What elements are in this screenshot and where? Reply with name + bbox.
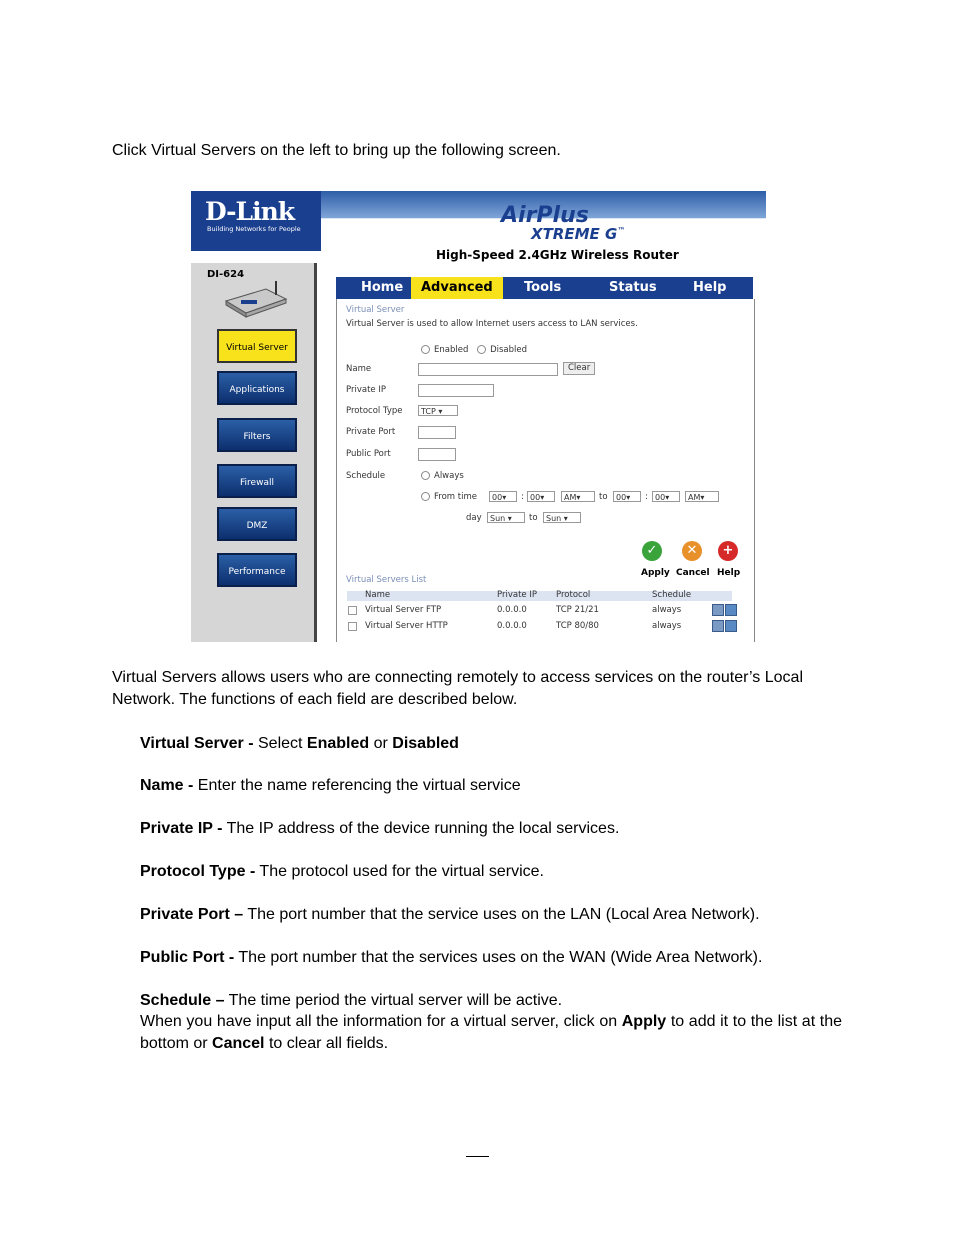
cancel-icon[interactable]: ✕ xyxy=(682,541,702,561)
name-field[interactable] xyxy=(418,363,558,376)
field-schedule xyxy=(140,990,562,1012)
router-icon xyxy=(221,281,291,319)
day-label: day xyxy=(466,513,482,523)
dlink-logo xyxy=(191,191,321,251)
time-colon: : xyxy=(521,492,524,502)
brand-xtreme-text: XTREME G xyxy=(531,225,618,243)
field-term: Private Port – xyxy=(140,906,244,923)
tab-advanced[interactable]: Advanced xyxy=(411,277,503,299)
field-term: Protocol Type - xyxy=(140,863,256,880)
time-from-hour[interactable]: 00▾ xyxy=(489,491,517,502)
sidebar-item-firewall[interactable]: Firewall xyxy=(217,464,297,498)
day-to-value: Sun xyxy=(546,514,562,523)
row-name: Virtual Server FTP xyxy=(365,605,442,615)
description-paragraph: Virtual Servers allows users who are connecting remotely to access services on the router’s Local Network. The functions of each field are described below. xyxy=(112,669,803,708)
apply-label[interactable]: Apply xyxy=(641,568,670,578)
time-from-minute[interactable]: 00▾ xyxy=(527,491,555,502)
tab-tools[interactable]: Tools xyxy=(524,280,562,295)
field-desc: Select xyxy=(253,735,307,752)
row-schedule: always xyxy=(652,621,682,631)
page-number-line xyxy=(466,1156,489,1157)
field-term: Private IP - xyxy=(140,820,223,837)
field-protocol-type xyxy=(140,861,544,883)
help-icon[interactable]: + xyxy=(718,541,738,561)
private-port-label: Private Port xyxy=(346,427,396,437)
enabled-label: Enabled xyxy=(434,345,469,355)
time-label: time xyxy=(457,492,477,502)
row-schedule: always xyxy=(652,605,682,615)
private-port-field[interactable] xyxy=(418,426,456,439)
protocol-value: TCP xyxy=(421,407,436,416)
time-to-hour[interactable]: 00▾ xyxy=(613,491,641,502)
day-to-select[interactable]: Sun ▾ xyxy=(543,512,581,523)
logo-tagline: Building Networks for People xyxy=(207,225,301,233)
help-label[interactable]: Help xyxy=(717,568,741,578)
schedule-from-row xyxy=(421,492,477,502)
field-term: Name - xyxy=(140,777,194,794)
sidebar-item-filters[interactable]: Filters xyxy=(217,418,297,452)
field-private-ip xyxy=(140,818,619,840)
field-desc: Enter the name referencing the virtual service xyxy=(193,777,521,794)
final-cancel: Cancel xyxy=(212,1035,265,1052)
final-instructions xyxy=(140,1011,842,1055)
field-private-port xyxy=(140,904,760,926)
tab-help[interactable]: Help xyxy=(693,280,727,295)
tab-bar xyxy=(336,277,753,299)
brand-tm: ™ xyxy=(617,226,626,235)
sidebar-item-virtual-server[interactable]: Virtual Server xyxy=(217,329,297,363)
time-to-hour-value: 00 xyxy=(616,493,627,502)
day-to-label: to xyxy=(529,513,538,523)
schedule-always xyxy=(421,471,464,481)
field-disabled: Disabled xyxy=(392,735,459,752)
field-desc: The protocol used for the virtual service. xyxy=(255,863,544,880)
time-from-ampm[interactable]: AM▾ xyxy=(561,491,595,502)
time-to-ampm-value: AM xyxy=(688,493,701,502)
edit-icon[interactable] xyxy=(712,604,724,616)
row-private-ip: 0.0.0.0 xyxy=(497,621,527,631)
final-apply: Apply xyxy=(621,1013,667,1030)
schedule-label: Schedule xyxy=(346,471,386,481)
field-desc: The port number that the services uses on the WAN (Wide Area Network). xyxy=(234,949,763,966)
section-description: Virtual Server is used to allow Internet users access to LAN services. xyxy=(346,319,638,329)
product-tagline: High-Speed 2.4GHz Wireless Router xyxy=(436,248,679,262)
row-checkbox[interactable] xyxy=(348,606,357,615)
sidebar-divider xyxy=(314,263,317,642)
always-label: Always xyxy=(434,471,464,481)
list-header-schedule: Schedule xyxy=(652,590,692,600)
list-header-protocol: Protocol xyxy=(556,590,591,600)
intro-text: Click Virtual Servers on the left to bring up the following screen. xyxy=(112,142,561,159)
from-radio[interactable] xyxy=(421,492,430,501)
content-panel xyxy=(336,299,755,642)
sidebar xyxy=(191,263,314,642)
row-checkbox[interactable] xyxy=(348,622,357,631)
delete-icon[interactable] xyxy=(725,620,737,632)
always-radio[interactable] xyxy=(421,471,430,480)
row-name: Virtual Server HTTP xyxy=(365,621,448,631)
field-virtual-server xyxy=(140,733,459,755)
time-from-ampm-value: AM xyxy=(564,493,577,502)
public-port-field[interactable] xyxy=(418,448,456,461)
section-title: Virtual Server xyxy=(346,305,405,315)
time-to-minute-value: 00 xyxy=(655,493,666,502)
protocol-type-label: Protocol Type xyxy=(346,406,403,416)
day-from-value: Sun xyxy=(490,514,506,523)
final-mid: to add it to the list at the bottom or xyxy=(140,1013,843,1052)
brand-xtreme xyxy=(531,225,625,243)
row-protocol: TCP 80/80 xyxy=(556,621,599,631)
tab-home[interactable]: Home xyxy=(361,280,404,295)
model-label: DI-624 xyxy=(207,269,245,280)
disabled-label: Disabled xyxy=(490,345,527,355)
private-ip-field[interactable] xyxy=(418,384,494,397)
field-enabled: Enabled xyxy=(306,735,370,752)
enable-radio-group xyxy=(421,345,527,355)
delete-icon[interactable] xyxy=(725,604,737,616)
row-protocol: TCP 21/21 xyxy=(556,605,599,615)
time-from-hour-value: 00 xyxy=(492,493,503,502)
router-screenshot xyxy=(191,191,766,642)
field-or: or xyxy=(369,735,393,752)
to-label: to xyxy=(599,492,608,502)
name-label: Name xyxy=(346,364,372,374)
field-public-port xyxy=(140,947,762,969)
field-desc: The port number that the service uses on the LAN (Local Area Network). xyxy=(243,906,760,923)
time-to-colon: : xyxy=(645,492,648,502)
field-term: Schedule – xyxy=(140,992,225,1009)
chevron-down-icon: ▾ xyxy=(438,407,443,416)
row-private-ip: 0.0.0.0 xyxy=(497,605,527,615)
time-to-minute[interactable]: 00▾ xyxy=(652,491,680,502)
brand-airplus: AirPlus xyxy=(501,203,589,228)
protocol-select[interactable] xyxy=(418,405,458,416)
banner xyxy=(191,191,766,263)
time-to-ampm[interactable]: AM▾ xyxy=(685,491,719,502)
from-label: From xyxy=(434,492,456,502)
apply-icon[interactable]: ✓ xyxy=(642,541,662,561)
logo-text: D-Link xyxy=(205,197,295,226)
field-desc: The IP address of the device running the local services. xyxy=(222,820,620,837)
list-header-name: Name xyxy=(365,590,391,600)
field-desc: The time period the virtual server will be active. xyxy=(224,992,563,1009)
cancel-label[interactable]: Cancel xyxy=(676,568,710,578)
edit-icon[interactable] xyxy=(712,620,724,632)
field-term: Public Port - xyxy=(140,949,235,966)
final-pre: When you have input all the information for a virtual server, click on xyxy=(140,1013,622,1030)
list-title: Virtual Servers List xyxy=(346,575,427,585)
public-port-label: Public Port xyxy=(346,449,391,459)
disabled-radio[interactable] xyxy=(477,345,486,354)
sidebar-item-dmz[interactable]: DMZ xyxy=(217,507,297,541)
clear-button[interactable]: Clear xyxy=(563,362,595,375)
private-ip-label: Private IP xyxy=(346,385,386,395)
field-name xyxy=(140,775,521,797)
list-header-private-ip: Private IP xyxy=(497,590,537,600)
sidebar-item-performance[interactable]: Performance xyxy=(217,553,297,587)
final-post: to clear all fields. xyxy=(264,1035,389,1052)
enabled-radio[interactable] xyxy=(421,345,430,354)
day-from-select[interactable]: Sun ▾ xyxy=(487,512,525,523)
time-from-minute-value: 00 xyxy=(530,493,541,502)
field-term: Virtual Server - xyxy=(140,735,254,752)
tab-status[interactable]: Status xyxy=(609,280,657,295)
sidebar-item-applications[interactable]: Applications xyxy=(217,371,297,405)
